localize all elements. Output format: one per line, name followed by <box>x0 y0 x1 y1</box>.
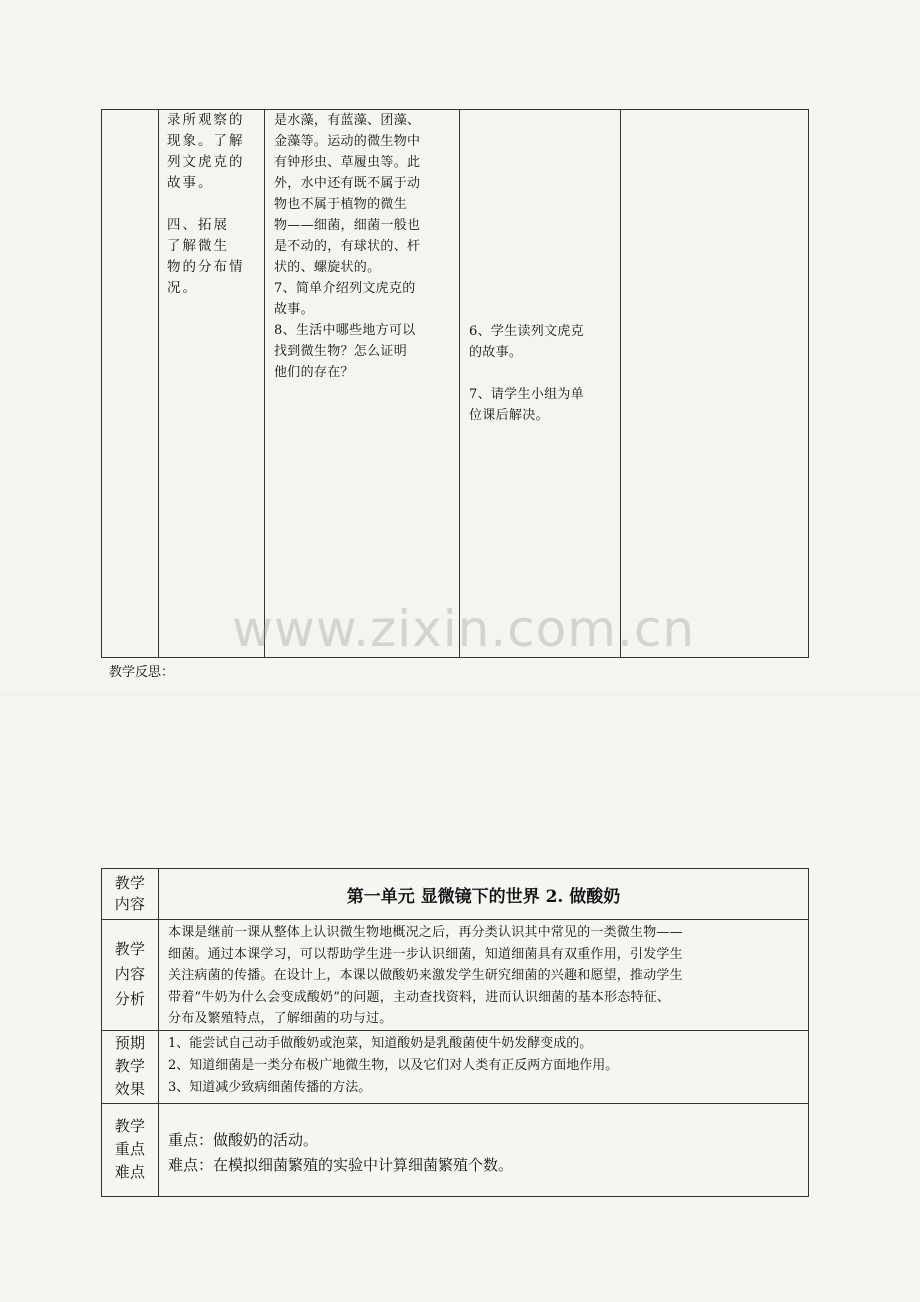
content-analysis-cell <box>159 920 809 1031</box>
row-label: 教学 内容 <box>102 869 159 920</box>
table-row <box>102 1103 809 1196</box>
list-item: 2、知道细菌是一类分布极广地微生物，以及它们对人类有正反两方面地作用。 <box>168 1057 619 1073</box>
expected-effects-cell <box>159 1030 809 1103</box>
teaching-reflection-label: 教学反思： <box>109 665 175 680</box>
row-label: 教学 内容 分析 <box>102 920 159 1031</box>
lesson-process-table-continued <box>101 109 809 658</box>
stage-cell <box>159 110 265 658</box>
table-row <box>102 920 809 1031</box>
row-label: 预期 教学 效果 <box>102 1030 159 1103</box>
teacher-activity-cell <box>265 110 460 658</box>
empty-cell <box>102 110 159 658</box>
student-activity-cell <box>460 110 621 658</box>
stage-text: 录所观察的 现象。了解 列文虎克的 故事。 四、拓展 了解微生 物的分布情 况。 <box>167 112 245 296</box>
student-activity-text: 6、学生读列文虎克 的故事。 7、请学生小组为单 位课后解决。 <box>469 324 584 423</box>
difficult-point: 难点：在模拟细菌繁殖的实验中计算细菌繁殖个数。 <box>168 1155 514 1174</box>
table-row <box>102 1030 809 1103</box>
teacher-activity-text: 是水藻，有蓝藻、团藻、 金藻等。运动的微生物中 有钟形虫、草履虫等。此 外，水中还有既不属于动 物也不属于植物的微生 物——细菌，细菌一般也 是不动的，有球状的、杆 状的、螺旋状的。 7、简单介绍列文虎克的 故事。 8、生活中哪些地方可以 找到微生物？怎么证明 他们的存在？ <box>274 113 421 380</box>
table-row <box>102 869 809 920</box>
watermark: www.zixin.com.cn <box>232 600 696 658</box>
key-point: 重点：做酸奶的活动。 <box>168 1130 319 1149</box>
empty-cell <box>621 110 809 658</box>
list-item: 3、知道减少致病细菌传播的方法。 <box>168 1079 372 1095</box>
lesson-plan-table <box>101 868 809 1197</box>
lesson-title: 第一单元 显微镜下的世界 2. 做酸奶 <box>159 869 809 920</box>
row-label: 教学 重点 难点 <box>102 1103 159 1196</box>
key-points-cell <box>159 1103 809 1196</box>
content-analysis-text: 本课是继前一课从整体上认识微生物地概况之后，再分类认识其中常见的一类微生物—— 细菌。通过本课学习，可以帮助学生进一步认识细菌，知道细菌具有双重作用，引发学生 关注病菌的传播。在设计上，本课以做酸奶来激发学生研究细菌的兴趣和愿望，推动学生 带着“牛奶为什么会变成酸奶”的问题，主动查找资料，进而认识细菌的基本形态特征、 分布及繁殖特点，了解细菌的功与过。 <box>168 925 683 1026</box>
table-row <box>102 110 809 658</box>
list-item: 1、能尝试自己动手做酸奶或泡菜，知道酸奶是乳酸菌使牛奶发酵变成的。 <box>168 1035 593 1051</box>
